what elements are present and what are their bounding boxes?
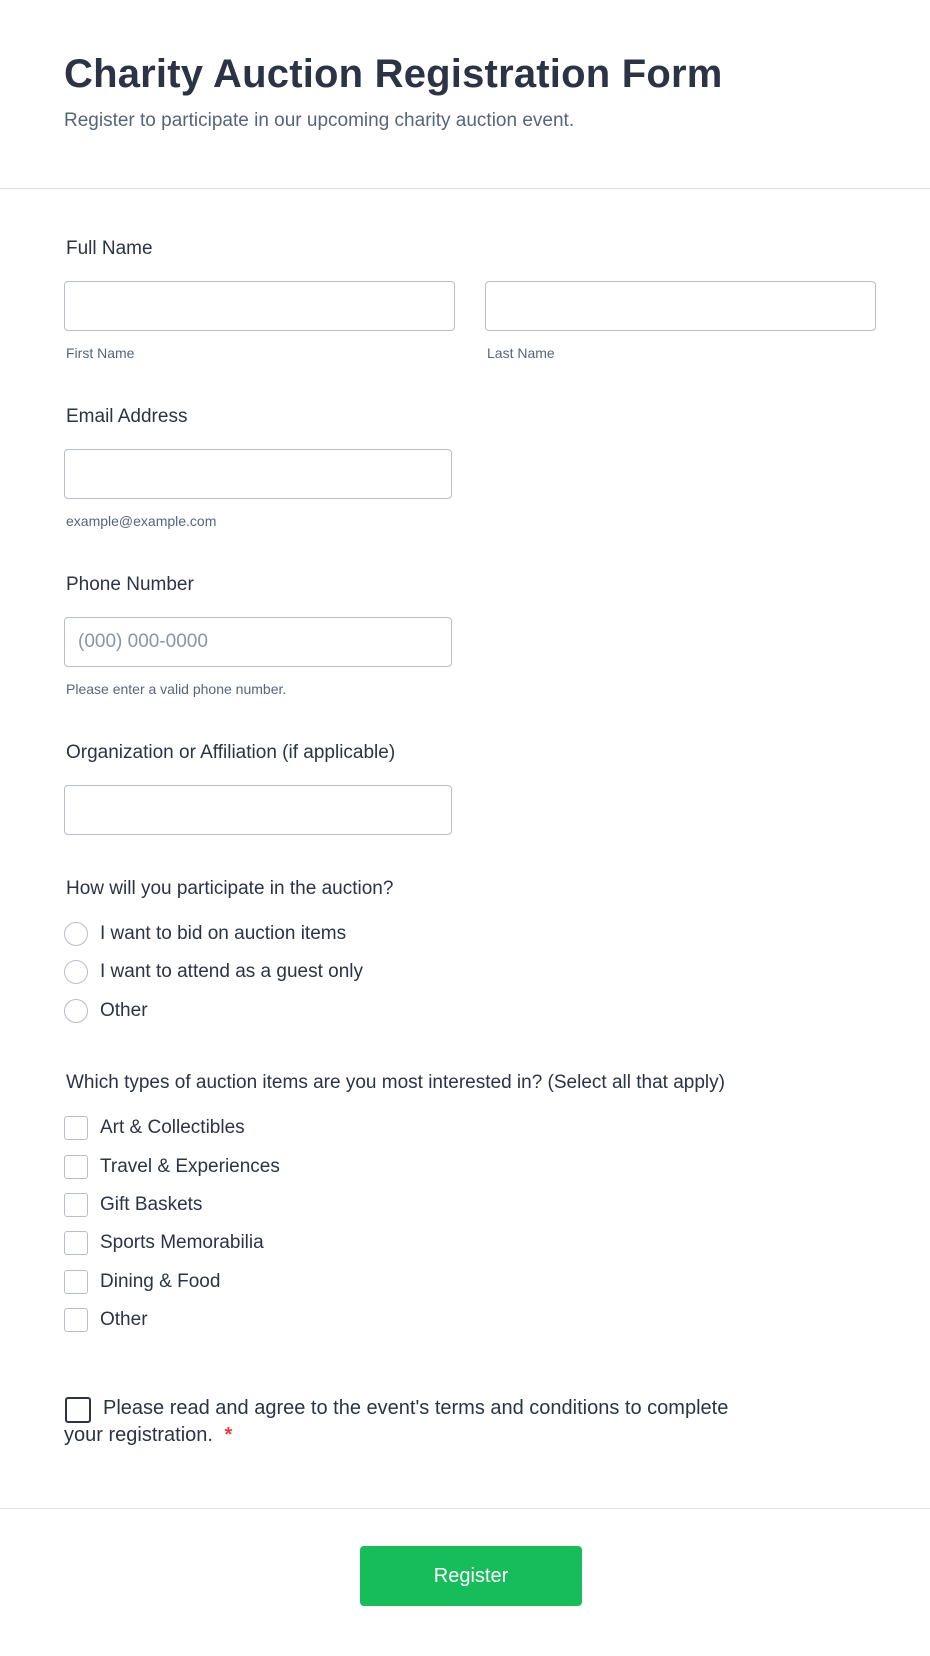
interest-option-label: Travel & Experiences (100, 1156, 280, 1177)
phone-label: Phone Number (66, 574, 194, 595)
phone-input[interactable] (64, 617, 452, 667)
participation-option-label: I want to attend as a guest only (100, 961, 364, 982)
participation-label: How will you participate in the auction? (66, 878, 394, 899)
register-button[interactable]: Register (360, 1546, 582, 1606)
organization-label: Organization or Affiliation (if applicable) (66, 742, 396, 763)
interests-label: Which types of auction items are you most interested in? (Select all that apply) (66, 1072, 725, 1093)
last-name-input[interactable] (485, 281, 876, 331)
radio-button[interactable] (64, 960, 88, 984)
interest-option[interactable] (64, 1153, 280, 1181)
terms-text-line-1: Please read and agree to the event's terms and conditions to complete (103, 1397, 729, 1419)
interest-option[interactable] (64, 1306, 148, 1334)
organization-input[interactable] (64, 785, 452, 835)
last-name-sublabel: Last Name (487, 345, 555, 361)
checkbox[interactable] (64, 1116, 88, 1140)
interest-option-label: Sports Memorabilia (100, 1232, 264, 1253)
interest-option-label: Gift Baskets (100, 1194, 203, 1215)
participation-option-label: Other (100, 1000, 148, 1021)
participation-option[interactable] (64, 997, 148, 1025)
checkbox[interactable] (64, 1193, 88, 1217)
interest-option[interactable] (64, 1229, 264, 1257)
checkbox[interactable] (64, 1270, 88, 1294)
terms-text-line-2 (64, 1424, 232, 1447)
interest-option[interactable] (64, 1268, 220, 1296)
interest-option-label: Other (100, 1309, 148, 1330)
phone-sublabel: Please enter a valid phone number. (66, 681, 287, 697)
page-title: Charity Auction Registration Form (64, 52, 723, 96)
checkbox[interactable] (64, 1308, 88, 1332)
first-name-sublabel: First Name (66, 345, 135, 361)
footer-divider (0, 1508, 930, 1509)
terms-text-line-2-label: your registration. (64, 1424, 213, 1446)
interest-option-label: Art & Collectibles (100, 1117, 245, 1138)
interest-option[interactable] (64, 1114, 245, 1142)
first-name-input[interactable] (64, 281, 455, 331)
email-input[interactable] (64, 449, 452, 499)
interest-option-label: Dining & Food (100, 1271, 221, 1292)
form-header (0, 0, 930, 189)
terms-checkbox[interactable] (65, 1397, 91, 1423)
checkbox[interactable] (64, 1231, 88, 1255)
required-asterisk: * (224, 1424, 233, 1446)
radio-button[interactable] (64, 922, 88, 946)
email-label: Email Address (66, 406, 188, 427)
participation-option[interactable] (64, 920, 346, 948)
email-sublabel: example@example.com (66, 513, 217, 529)
participation-option[interactable] (64, 958, 363, 986)
participation-option-label: I want to bid on auction items (100, 923, 347, 944)
checkbox[interactable] (64, 1155, 88, 1179)
page-subtitle: Register to participate in our upcoming charity auction event. (64, 110, 575, 131)
radio-button[interactable] (64, 999, 88, 1023)
interest-option[interactable] (64, 1191, 202, 1219)
full-name-label: Full Name (66, 238, 153, 259)
